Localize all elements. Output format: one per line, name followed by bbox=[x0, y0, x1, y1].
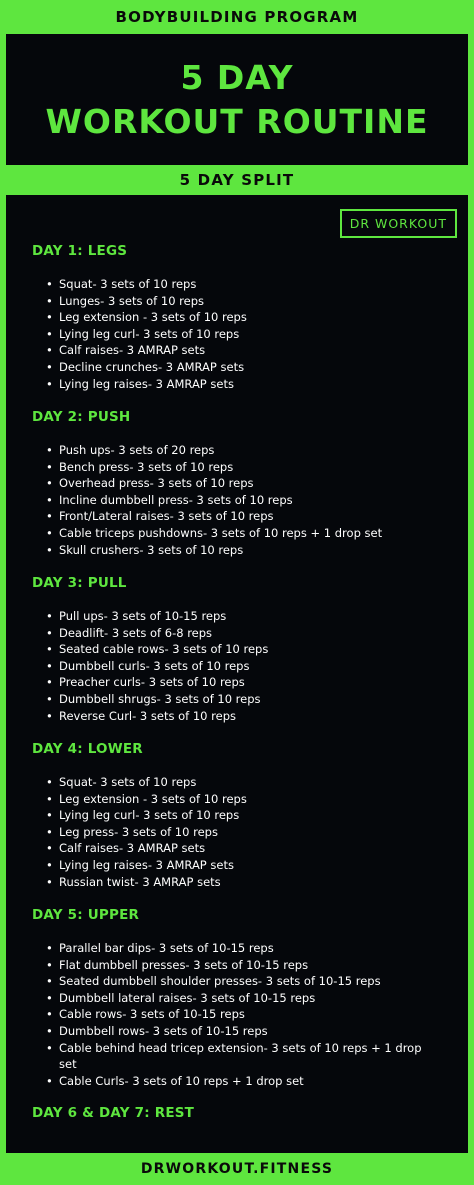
list-item: • Seated dumbbell shoulder presses- 3 sets of 10-15 reps bbox=[59, 973, 427, 990]
footer-banner bbox=[0, 1153, 474, 1185]
list-item: • Dumbbell rows- 3 sets of 10-15 reps bbox=[59, 1023, 427, 1040]
day-2-list bbox=[46, 442, 382, 558]
list-item: • Pull ups- 3 sets of 10-15 reps bbox=[59, 608, 268, 625]
list-item: • Dumbbell lateral raises- 3 sets of 10-15 reps bbox=[59, 990, 427, 1007]
title-block bbox=[6, 34, 468, 165]
day-4-list bbox=[46, 774, 247, 890]
list-item: • Squat- 3 sets of 10 reps bbox=[59, 774, 247, 791]
list-item: • Incline dumbbell press- 3 sets of 10 reps bbox=[59, 492, 382, 509]
top-banner bbox=[0, 0, 474, 34]
rest-heading: DAY 6 & DAY 7: REST bbox=[32, 1105, 195, 1121]
list-item: • Squat- 3 sets of 10 reps bbox=[59, 276, 247, 293]
list-item: • Deadlift- 3 sets of 6-8 reps bbox=[59, 625, 268, 642]
list-item: • Dumbbell shrugs- 3 sets of 10 reps bbox=[59, 691, 268, 708]
list-item: • Lying leg raises- 3 AMRAP sets bbox=[59, 376, 247, 393]
brand-badge: DR WORKOUT bbox=[340, 209, 457, 238]
program-label: BODYBUILDING PROGRAM bbox=[115, 8, 359, 26]
list-item: • Cable rows- 3 sets of 10-15 reps bbox=[59, 1006, 427, 1023]
list-item: • Calf raises- 3 AMRAP sets bbox=[59, 840, 247, 857]
list-item: • Cable triceps pushdowns- 3 sets of 10 reps + 1 drop set bbox=[59, 525, 382, 542]
day-3-list bbox=[46, 608, 268, 724]
list-item: • Push ups- 3 sets of 20 reps bbox=[59, 442, 382, 459]
list-item: • Reverse Curl- 3 sets of 10 reps bbox=[59, 708, 268, 725]
day-5-list bbox=[46, 940, 427, 1089]
list-item: • Lying leg raises- 3 AMRAP sets bbox=[59, 857, 247, 874]
list-item: • Overhead press- 3 sets of 10 reps bbox=[59, 475, 382, 492]
list-item: • Russian twist- 3 AMRAP sets bbox=[59, 874, 247, 891]
list-item: • Lying leg curl- 3 sets of 10 reps bbox=[59, 326, 247, 343]
list-item: • Front/Lateral raises- 3 sets of 10 reps bbox=[59, 508, 382, 525]
list-item: • Cable behind head tricep extension- 3 sets of 10 reps + 1 drop set bbox=[59, 1040, 427, 1073]
day-1-heading: DAY 1: LEGS bbox=[32, 243, 128, 259]
list-item: • Seated cable rows- 3 sets of 10 reps bbox=[59, 641, 268, 658]
split-label: 5 DAY SPLIT bbox=[179, 171, 295, 189]
list-item: • Flat dumbbell presses- 3 sets of 10-15 reps bbox=[59, 957, 427, 974]
list-item: • Lying leg curl- 3 sets of 10 reps bbox=[59, 807, 247, 824]
list-item: • Calf raises- 3 AMRAP sets bbox=[59, 342, 247, 359]
day-2-heading: DAY 2: PUSH bbox=[32, 409, 131, 425]
list-item: • Parallel bar dips- 3 sets of 10-15 reps bbox=[59, 940, 427, 957]
list-item: • Leg extension - 3 sets of 10 reps bbox=[59, 309, 247, 326]
title-line-1: 5 DAY bbox=[180, 57, 294, 97]
list-item: • Leg extension - 3 sets of 10 reps bbox=[59, 791, 247, 808]
list-item: • Leg press- 3 sets of 10 reps bbox=[59, 824, 247, 841]
footer-url: DRWORKOUT.FITNESS bbox=[140, 1161, 334, 1177]
list-item: • Decline crunches- 3 AMRAP sets bbox=[59, 359, 247, 376]
split-banner bbox=[0, 165, 474, 195]
list-item: • Skull crushers- 3 sets of 10 reps bbox=[59, 542, 382, 559]
list-item: • Preacher curls- 3 sets of 10 reps bbox=[59, 674, 268, 691]
day-1-list bbox=[46, 276, 247, 392]
title-line-2: WORKOUT ROUTINE bbox=[45, 101, 429, 141]
list-item: • Cable Curls- 3 sets of 10 reps + 1 drop set bbox=[59, 1073, 427, 1090]
list-item: • Lunges- 3 sets of 10 reps bbox=[59, 293, 247, 310]
routine-panel bbox=[6, 195, 468, 1153]
day-3-heading: DAY 3: PULL bbox=[32, 575, 127, 591]
list-item: • Dumbbell curls- 3 sets of 10 reps bbox=[59, 658, 268, 675]
day-4-heading: DAY 4: LOWER bbox=[32, 741, 143, 757]
list-item: • Bench press- 3 sets of 10 reps bbox=[59, 459, 382, 476]
day-5-heading: DAY 5: UPPER bbox=[32, 907, 140, 923]
